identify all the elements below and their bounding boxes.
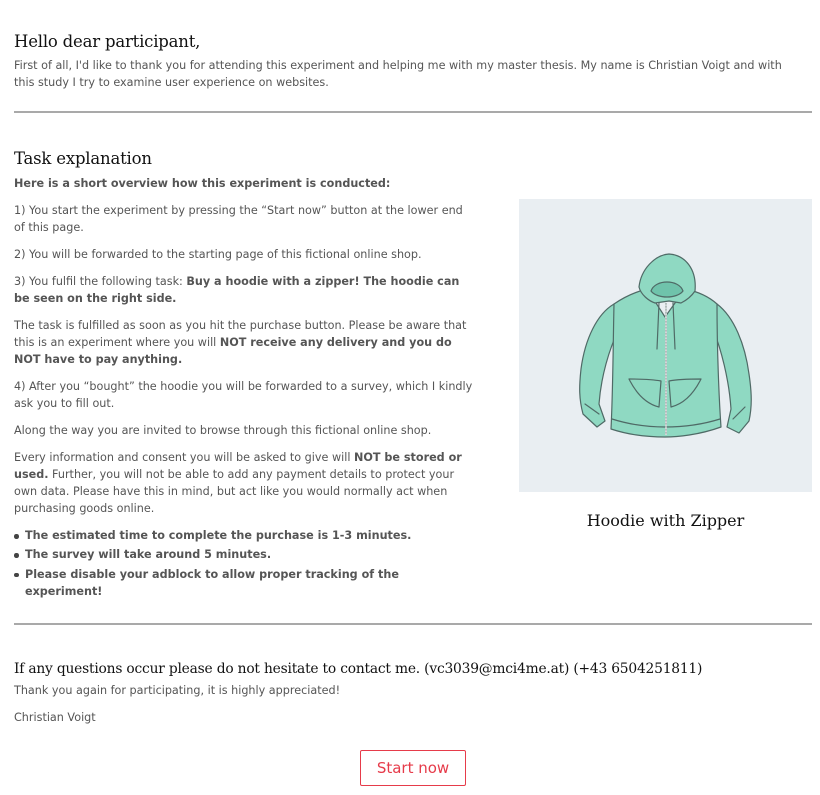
bullet-survey-time: The survey will take around 5 minutes. <box>14 546 476 563</box>
divider <box>14 111 812 113</box>
intro-text: First of all, I'd like to thank you for attending this experiment and helping me with my master thesis. My name is Christian Voigt and with this study I try to examine user experience on websites. <box>14 59 782 89</box>
task-heading: Task explanation <box>14 149 152 168</box>
task-consent: Every information and consent you will be asked to give will NOT be stored or used. Further, you will not be able to add any payment details to protect your own data. Please have this in mind, but act like you would normally act when purchasing goods online. <box>14 451 462 515</box>
start-now-button[interactable]: Start now <box>360 750 466 786</box>
thanks-text: Thank you again for participating, it is highly appreciated! <box>14 684 341 697</box>
task-step-4: 4) After you “bought” the hoodie you will be forwarded to a survey, which I kindly ask you to fill out. <box>14 380 473 410</box>
intro-heading: Hello dear participant, <box>14 32 201 51</box>
hoodie-icon <box>519 199 812 492</box>
product-image <box>519 199 812 492</box>
task-overview: Here is a short overview how this experiment is conducted: <box>14 177 391 190</box>
task-bullets <box>14 527 476 600</box>
contact-heading: If any questions occur please do not hesitate to contact me. (vc3039@mci4me.at) (+43 6504251811) <box>14 661 703 677</box>
task-step-2: 2) You will be forwarded to the starting page of this fictional online shop. <box>14 248 422 261</box>
task-step-1: 1) You start the experiment by pressing the “Start now” button at the lower end of this page. <box>14 204 463 234</box>
bullet-estimated-time: The estimated time to complete the purchase is 1-3 minutes. <box>14 527 476 544</box>
bullet-adblock: Please disable your adblock to allow proper tracking of the experiment! <box>14 566 476 600</box>
product-caption: Hoodie with Zipper <box>586 511 745 530</box>
task-explanation <box>14 175 476 602</box>
task-step-3: 3) You fulfil the following task: Buy a hoodie with a zipper! The hoodie can be seen on the right side. <box>14 275 460 305</box>
task-fulfilled: The task is fulfilled as soon as you hit the purchase button. Please be aware that this is an experiment where you will NOT receive any delivery and you do NOT have to pay anything. <box>14 319 467 366</box>
signature: Christian Voigt <box>14 711 96 724</box>
divider <box>14 623 812 625</box>
task-browse: Along the way you are invited to browse through this fictional online shop. <box>14 424 432 437</box>
